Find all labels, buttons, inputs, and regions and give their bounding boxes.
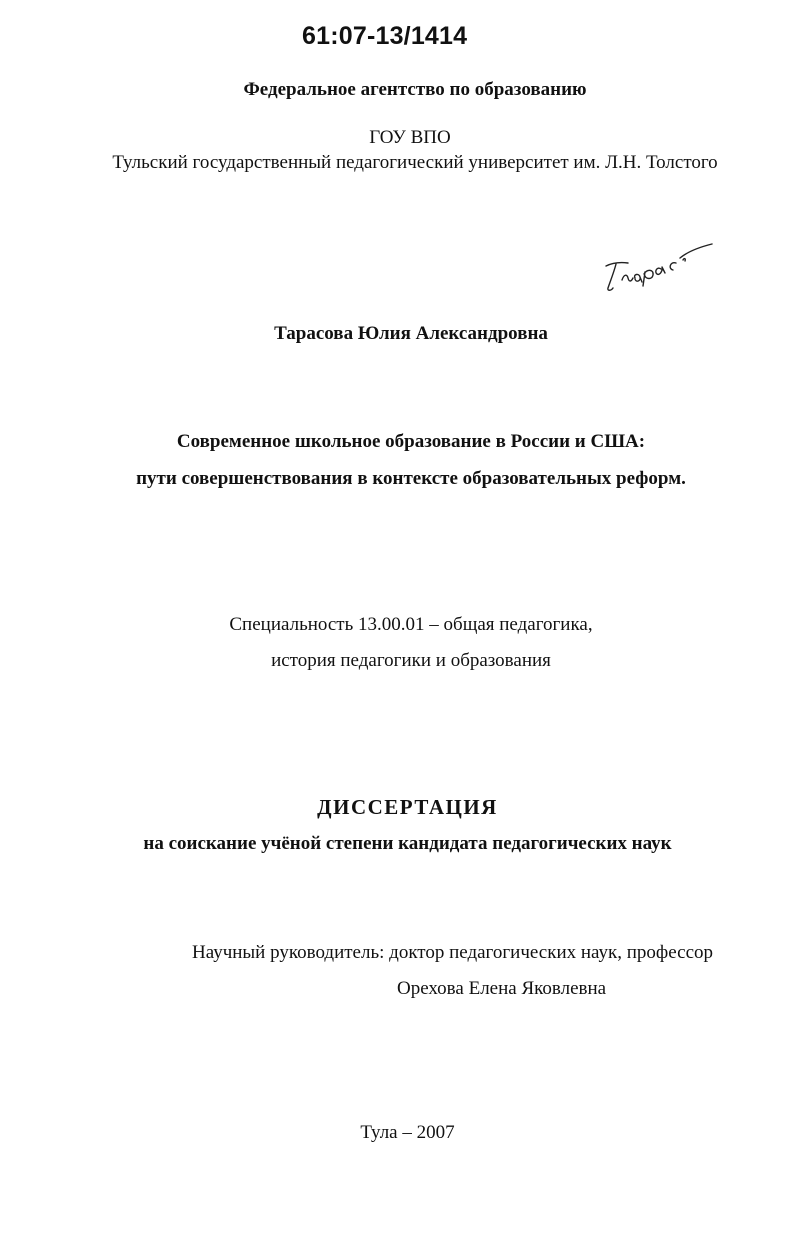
city-year: Тула – 2007	[360, 1122, 455, 1143]
author-name: Тарасова Юлия Александровна	[274, 323, 548, 344]
handwritten-signature	[600, 236, 720, 296]
catalog-number: 61:07-13/1414	[302, 22, 468, 50]
institution-type: ГОУ ВПО	[369, 127, 451, 148]
supervisor-role: Научный руководитель: доктор педагогических наук, профессор	[192, 942, 713, 963]
thesis-title-line-2: пути совершенствования в контексте образовательных реформ.	[136, 468, 686, 489]
supervisor-name: Орехова Елена Яковлевна	[397, 978, 607, 999]
university-name: Тульский государственный педагогический университет им. Л.Н. Толстого	[112, 152, 718, 173]
dissertation-label: ДИССЕРТАЦИЯ	[317, 795, 498, 819]
specialty-line-2: история педагогики и образования	[271, 650, 551, 671]
degree-description: на соискание учёной степени кандидата педагогических наук	[143, 833, 672, 854]
agency-name: Федеральное агентство по образованию	[243, 79, 587, 100]
signature-icon	[600, 236, 720, 296]
specialty-line-1: Специальность 13.00.01 – общая педагогика,	[229, 614, 593, 635]
thesis-title-line-1: Современное школьное образование в России и США:	[176, 431, 646, 452]
